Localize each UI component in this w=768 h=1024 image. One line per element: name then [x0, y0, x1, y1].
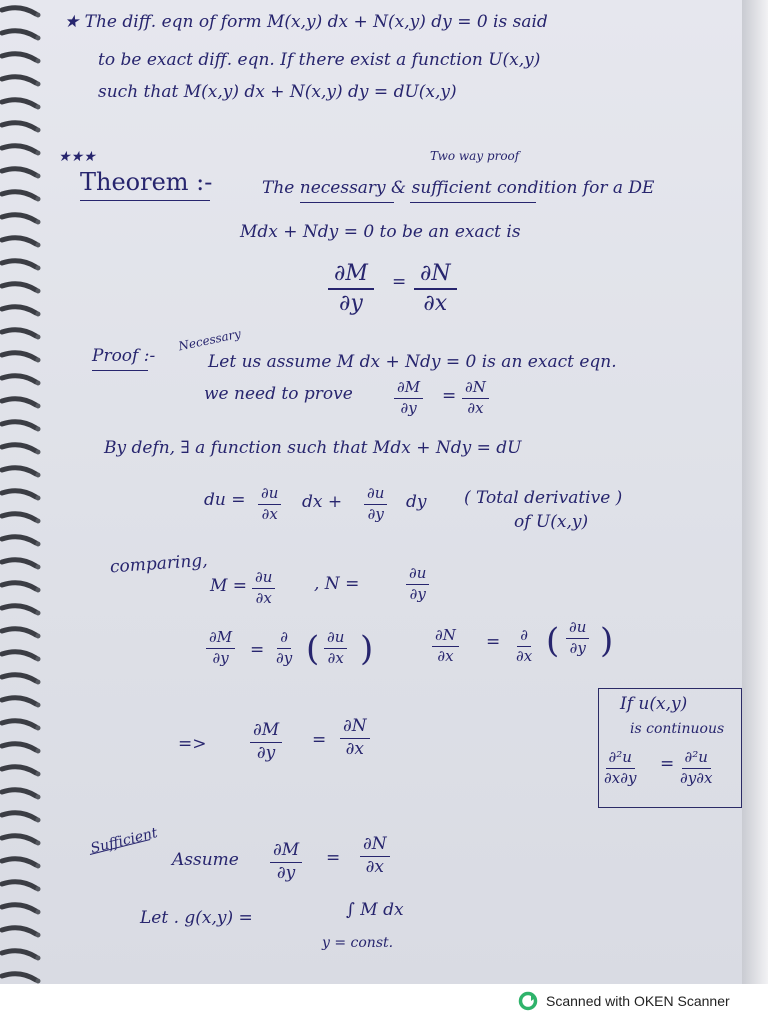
binding-hole	[36, 634, 41, 639]
binding-hole	[36, 496, 41, 501]
binding-hole	[36, 105, 41, 110]
spiral-loop	[2, 859, 36, 865]
spiral-loop	[2, 169, 36, 175]
spiral-loop	[2, 192, 36, 198]
du-term1	[258, 486, 281, 523]
dm-open-paren: (	[306, 629, 320, 669]
du-dx: dx +	[302, 492, 343, 512]
sufficient-label: Sufficient	[89, 824, 160, 858]
necessary-label: Necessary	[177, 326, 243, 354]
dm-op-numerator: ∂	[277, 630, 291, 649]
result-equals: =	[312, 730, 327, 750]
spiral-loop	[2, 491, 36, 497]
binding-hole	[36, 151, 41, 156]
spiral-loop	[2, 261, 36, 267]
need-lhs	[394, 380, 423, 417]
spiral-loop	[2, 675, 36, 681]
spiral-loop	[2, 376, 36, 382]
note-rhs	[680, 750, 712, 787]
theorem-equation: Mdx + Ndy = 0 to be an exact is	[240, 222, 521, 242]
spiral-loop	[2, 100, 36, 106]
dn-op-numerator: ∂	[517, 628, 531, 647]
binding-hole	[36, 427, 41, 432]
spiral-loop	[2, 514, 36, 520]
result-lhs	[250, 722, 282, 763]
spiral-loop	[2, 744, 36, 750]
note-rhs-numerator: ∂²u	[682, 750, 711, 769]
spiral-binding	[0, 0, 46, 984]
binding-hole	[36, 749, 41, 754]
du-term1-numerator: ∂u	[258, 486, 281, 505]
theorem-heading: Theorem :-	[80, 168, 213, 196]
scanner-footer	[518, 990, 730, 1012]
binding-hole	[36, 289, 41, 294]
binding-hole	[36, 956, 41, 961]
binding-hole	[36, 772, 41, 777]
binding-hole	[36, 473, 41, 478]
binding-hole	[36, 381, 41, 386]
need-equals: =	[442, 386, 457, 406]
proof-need: we need to prove	[204, 384, 353, 404]
du-term2	[364, 486, 387, 523]
m-denominator: ∂x	[255, 588, 272, 607]
binding-hole	[36, 588, 41, 593]
spiral-loop	[2, 767, 36, 773]
result-rhs-denominator: ∂x	[345, 738, 365, 759]
need-lhs-denominator: ∂y	[400, 398, 417, 417]
dm-operator	[276, 630, 292, 667]
spiral-loop	[2, 537, 36, 543]
binding-hole	[36, 657, 41, 662]
n-fraction	[406, 566, 429, 603]
binding-hole	[36, 864, 41, 869]
dn-numerator: ∂N	[432, 628, 459, 647]
spiral-loop	[2, 54, 36, 60]
spiral-loop	[2, 238, 36, 244]
condition-rhs-denominator: ∂x	[423, 291, 448, 317]
dn-inner	[566, 620, 589, 657]
note-equals: =	[660, 754, 675, 774]
sufficient-rhs	[360, 836, 390, 877]
dm-equals: =	[250, 640, 265, 660]
theorem-statement: The necessary & sufficient condition for a DE	[262, 178, 655, 198]
by-definition: By defn, ∃ a function such that Mdx + Ndy = dU	[104, 438, 522, 458]
dn-equals: =	[486, 632, 501, 652]
sufficient-lhs-numerator: ∂M	[270, 842, 302, 863]
spiral-loop	[2, 951, 36, 957]
binding-hole	[36, 220, 41, 225]
dm-numerator: ∂M	[206, 630, 235, 649]
du-term1-denominator: ∂x	[261, 504, 278, 523]
oken-logo-ring	[521, 994, 536, 1009]
sufficient-equals: =	[326, 848, 341, 868]
binding-hole	[36, 404, 41, 409]
proof-heading: Proof :-	[92, 346, 156, 366]
m-numerator: ∂u	[252, 570, 275, 589]
dm-inner-numerator: ∂u	[324, 630, 347, 649]
spiral-loop	[2, 215, 36, 221]
spiral-loop	[2, 123, 36, 129]
spiral-loop	[2, 353, 36, 359]
spiral-loop	[2, 284, 36, 290]
spiral-loop	[2, 882, 36, 888]
sufficient-rhs-numerator: ∂N	[360, 836, 390, 857]
need-rhs-denominator: ∂x	[467, 398, 484, 417]
binding-hole	[36, 726, 41, 731]
binding-hole	[36, 174, 41, 179]
spiral-loop	[2, 836, 36, 842]
binding-hole	[36, 197, 41, 202]
spiral-loop	[2, 606, 36, 612]
binding-hole	[36, 841, 41, 846]
condition-rhs	[414, 262, 457, 315]
binding-hole	[36, 82, 41, 87]
comparing-label: comparing,	[109, 550, 209, 578]
binding-hole	[36, 933, 41, 938]
binding-hole	[36, 887, 41, 892]
note-lhs-numerator: ∂²u	[606, 750, 635, 769]
note-line-2: is continuous	[630, 721, 725, 737]
binding-hole	[36, 703, 41, 708]
dn-open-paren: (	[546, 621, 560, 661]
note-rhs-denominator: ∂y∂x	[680, 768, 713, 787]
binding-hole	[36, 243, 41, 248]
result-lhs-denominator: ∂y	[256, 742, 276, 763]
binding-hole	[36, 795, 41, 800]
note-line-1: If u(x,y)	[620, 694, 688, 714]
definition-line-3: such that M(x,y) dx + N(x,y) dy = dU(x,y)	[98, 82, 457, 102]
y-constant: y = const.	[322, 935, 394, 951]
spiral-loop	[2, 721, 36, 727]
dm-op-denominator: ∂y	[276, 648, 293, 667]
spiral-loop	[2, 399, 36, 405]
du-lhs: du =	[204, 490, 246, 510]
binding-hole	[36, 266, 41, 271]
definition-line-1: ★ The diff. eqn of form M(x,y) dx + N(x,y) dy = 0 is said	[64, 12, 548, 32]
spiral-loop	[2, 790, 36, 796]
oken-logo-icon	[518, 991, 538, 1011]
sufficient-rhs-denominator: ∂x	[365, 856, 385, 877]
dn-dx	[432, 628, 459, 665]
binding-hole	[36, 611, 41, 616]
binding-hole	[36, 312, 41, 317]
dn-op-denominator: ∂x	[516, 646, 533, 665]
condition-equals: =	[392, 272, 407, 292]
binding-hole	[36, 818, 41, 823]
dm-inner	[324, 630, 347, 667]
spiral-loop	[2, 77, 36, 83]
spiral-loop	[2, 31, 36, 37]
spiral-loop	[2, 813, 36, 819]
necessary-underline	[300, 202, 394, 203]
spiral-loop	[2, 698, 36, 704]
integral-m-dx: ∫ M dx	[346, 900, 404, 920]
need-rhs	[462, 380, 489, 417]
dn-inner-denominator: ∂y	[569, 638, 586, 657]
spiral-loop	[2, 974, 36, 980]
binding-hole	[36, 358, 41, 363]
binding-hole	[36, 450, 41, 455]
definition-line-2: to be exact diff. eqn. If there exist a function U(x,y)	[98, 50, 541, 70]
binding-hole	[36, 979, 41, 984]
implies-arrow: =>	[178, 734, 207, 754]
sufficient-lhs-denominator: ∂y	[276, 862, 296, 883]
spiral-loop	[2, 629, 36, 635]
dm-inner-denominator: ∂x	[327, 648, 344, 667]
spiral-loop	[2, 583, 36, 589]
condition-lhs	[328, 262, 374, 315]
spiral-loop	[2, 445, 36, 451]
spiral-loop	[2, 928, 36, 934]
binding-hole	[36, 519, 41, 524]
spiral-loop	[2, 422, 36, 428]
n-equals: , N =	[314, 574, 360, 594]
spiral-loop	[2, 560, 36, 566]
binding-hole	[36, 565, 41, 570]
spiral-loop	[2, 146, 36, 152]
binding-hole	[36, 59, 41, 64]
spiral-loop	[2, 330, 36, 336]
proof-assume: Let us assume M dx + Ndy = 0 is an exact eqn.	[208, 352, 617, 372]
note-lhs-denominator: ∂x∂y	[604, 768, 637, 787]
m-equals: M =	[210, 576, 248, 596]
result-rhs-numerator: ∂N	[340, 718, 370, 739]
binding-hole	[36, 13, 41, 18]
page-edge	[742, 0, 768, 984]
sufficient-assume: Assume	[172, 850, 239, 870]
n-numerator: ∂u	[406, 566, 429, 585]
proof-underline	[92, 370, 148, 371]
of-u: of U(x,y)	[514, 512, 589, 532]
theorem-underline	[80, 200, 210, 201]
need-lhs-numerator: ∂M	[394, 380, 423, 399]
sufficient-underline	[410, 202, 536, 203]
footer-text: Scanned with OKEN Scanner	[546, 993, 730, 1009]
importance-stars: ★★★	[58, 149, 96, 165]
result-rhs	[340, 718, 370, 759]
dn-operator	[516, 628, 532, 665]
du-dy: dy	[406, 492, 427, 512]
need-rhs-numerator: ∂N	[462, 380, 489, 399]
dm-dy	[206, 630, 235, 667]
condition-lhs-numerator: ∂M	[328, 262, 374, 290]
total-derivative: ( Total derivative )	[464, 488, 623, 508]
spiral-loops	[2, 8, 41, 984]
dm-denominator: ∂y	[212, 648, 229, 667]
dn-inner-numerator: ∂u	[566, 620, 589, 639]
binding-hole	[36, 36, 41, 41]
result-lhs-numerator: ∂M	[250, 722, 282, 743]
let-g: Let . g(x,y) =	[140, 908, 253, 928]
binding-hole	[36, 128, 41, 133]
spiral-loop	[2, 652, 36, 658]
dn-denominator: ∂x	[437, 646, 454, 665]
condition-rhs-numerator: ∂N	[414, 262, 457, 290]
spiral-loop	[2, 905, 36, 911]
spiral-loop	[2, 307, 36, 313]
du-term2-numerator: ∂u	[364, 486, 387, 505]
binding-hole	[36, 542, 41, 547]
du-term2-denominator: ∂y	[367, 504, 384, 523]
condition-lhs-denominator: ∂y	[339, 291, 363, 317]
binding-hole	[36, 335, 41, 340]
spiral-loop	[2, 468, 36, 474]
n-denominator: ∂y	[409, 584, 426, 603]
dn-close-paren: )	[600, 621, 614, 661]
dm-close-paren: )	[360, 629, 374, 669]
m-fraction	[252, 570, 275, 607]
two-way-proof-note: Two way proof	[430, 149, 520, 163]
note-lhs	[604, 750, 636, 787]
binding-hole	[36, 910, 41, 915]
spiral-loop	[2, 8, 36, 14]
sufficient-lhs	[270, 842, 302, 883]
binding-hole	[36, 680, 41, 685]
